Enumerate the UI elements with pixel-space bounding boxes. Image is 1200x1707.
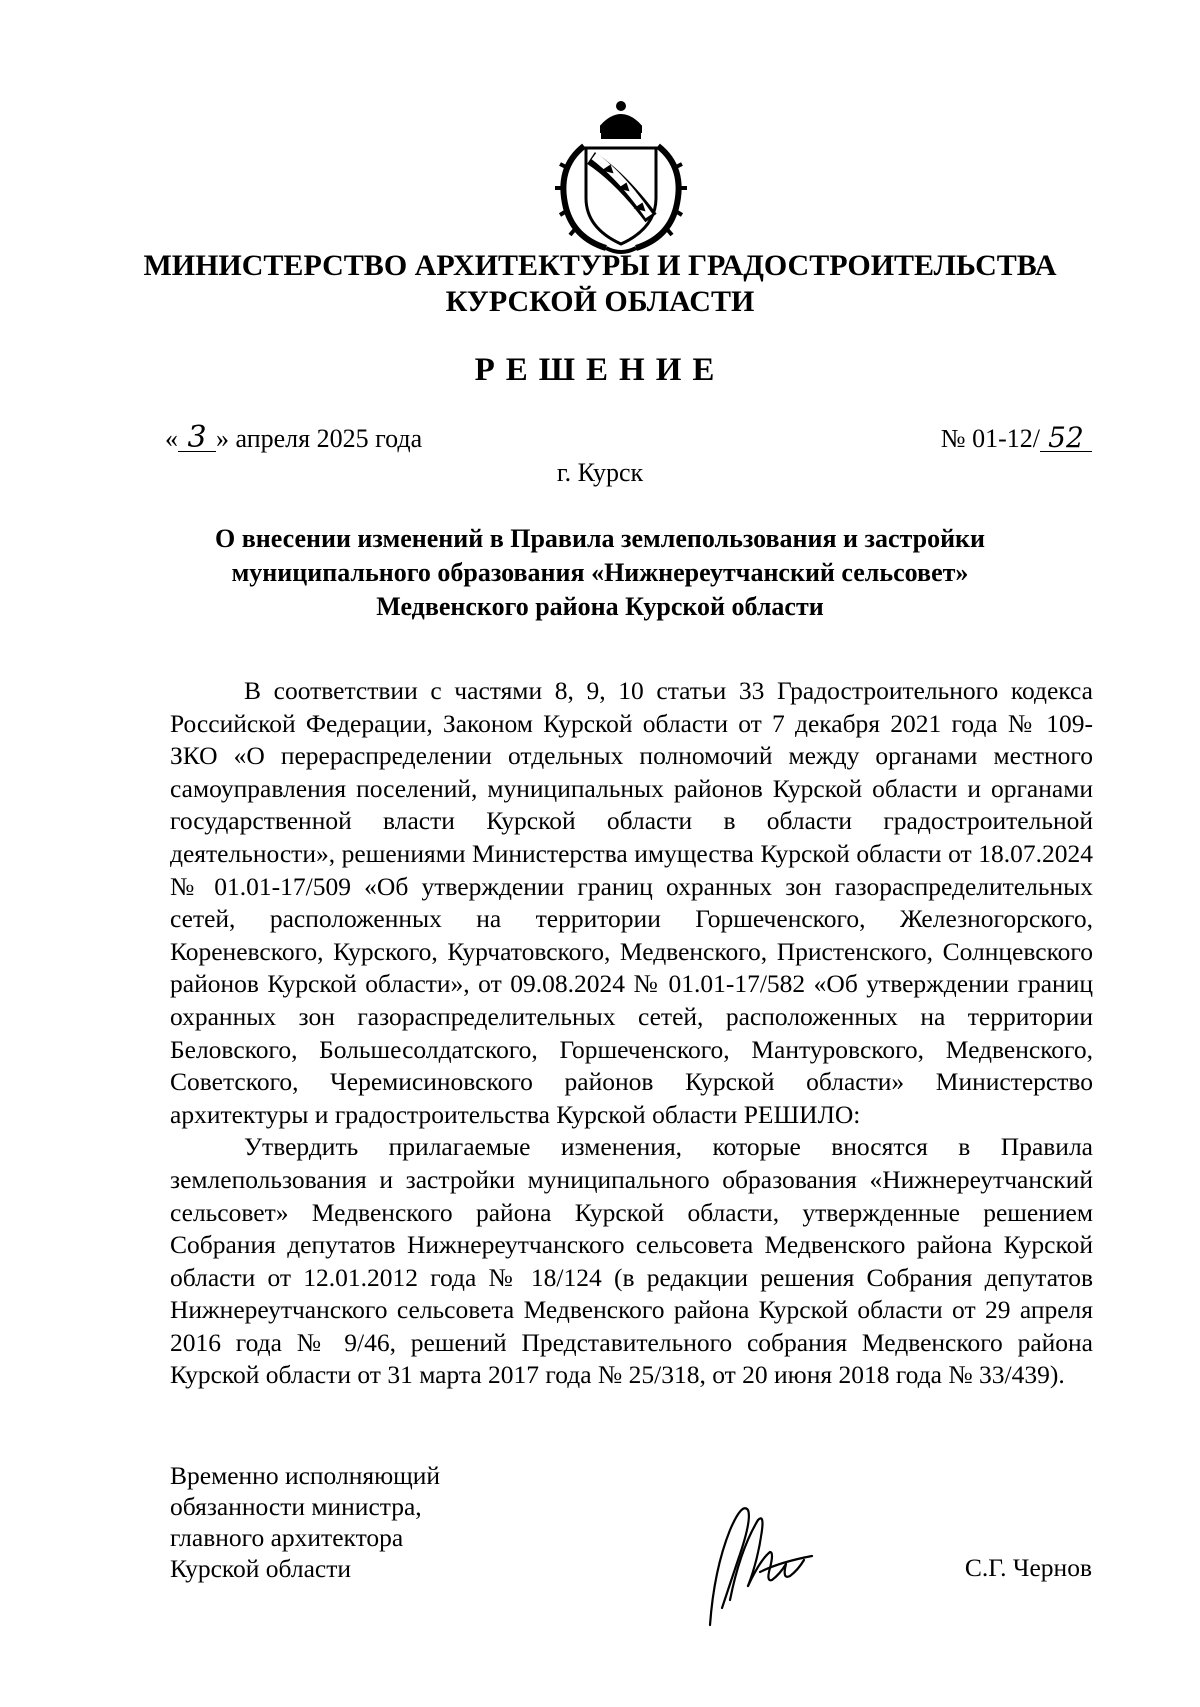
decision-subject: [150, 522, 1050, 624]
signer-position: [170, 1460, 440, 1584]
date-day-handwritten: 3: [178, 425, 216, 452]
date-open-quote: «: [165, 424, 178, 453]
signer-role-line-3: главного архитектора: [170, 1523, 404, 1552]
document-type-title: РЕШЕНИЕ: [474, 352, 726, 388]
signer-role-line-1: Временно исполняющий: [170, 1461, 441, 1490]
kursk-coat-of-arms-icon: [546, 98, 696, 258]
handwritten-signature-icon: [700, 1490, 820, 1630]
decision-date: [165, 420, 423, 455]
decision-number: [940, 421, 1092, 454]
subject-line-1: О внесении изменений в Правила землепользования и застройки: [214, 524, 986, 553]
body-paragraph-1: В соответствии с частями 8, 9, 10 статьи 33 Градостроительного кодекса Российской Федерации, Законом Курской области от 7 декабря 2021 года № 109-ЗКО «О перераспределении отдельных полномочий между органами местного самоуправления поселений, муниципальных районов Курской области и органами государственной власти Курской области в области градостроительной деятельности», решениями Министерства имущества Курской области от 18.07.2024 № 01.01-17/509 «Об утверждении границ охранных зон газораспределительных сетей, расположенных на территории Горшеченского, Железногорского, Кореневского, Курского, Курчатовского, Медвенского, Пристенского, Солнцевского районов Курской области», от 09.08.2024 № 01.01-17/582 «Об утверждении границ охранных зон газораспределительных сетей, расположенных на территории Беловского, Большесолдатского, Горшеченского, Мантуровского, Медвенского, Советского, Черемисиновского районов Курской области» Министерство архитектуры и градостроительства Курской области РЕШИЛО:: [170, 676, 1093, 1129]
signer-role-line-2: обязанности министра,: [170, 1492, 422, 1521]
ministry-name-line-1: МИНИСТЕРСТВО АРХИТЕКТУРЫ И ГРАДОСТРОИТЕЛЬСТВА: [143, 249, 1057, 282]
city-name: г. Курск: [556, 458, 644, 487]
date-month-year: » апреля 2025 года: [216, 424, 423, 453]
ministry-name-line-2: КУРСКОЙ ОБЛАСТИ: [445, 285, 755, 318]
signer-role-line-4: Курской области: [170, 1554, 352, 1583]
ministry-name: [120, 248, 1080, 320]
subject-line-3: Медвенского района Курской области: [376, 592, 824, 621]
number-prefix: № 01-12/: [940, 424, 1040, 453]
body-paragraph-2: Утвердить прилагаемые изменения, которые вносятся в Правила землепользования и застройки муниципального образования «Нижнереутчанский сельсовет» Медвенского района Курской области, утвержденные решением Собрания депутатов Нижнереутчанского сельсовета Медвенского района Курской области от 12.01.2012 года № 18/124 (в редакции решения Собрания депутатов Нижнереутчанского сельсовета Медвенского района Курской области от 29 апреля 2016 года № 9/46, решений Представительного собрания Медвенского района Курской области от 31 марта 2017 года № 25/318, от 20 июня 2018 года № 33/439).: [170, 1132, 1093, 1390]
decision-body: [170, 675, 1093, 1392]
number-handwritten: 52: [1040, 425, 1092, 452]
signer-name: С.Г. Чернов: [964, 1553, 1092, 1582]
subject-line-2: муниципального образования «Нижнереутчанский сельсовет»: [231, 558, 969, 587]
